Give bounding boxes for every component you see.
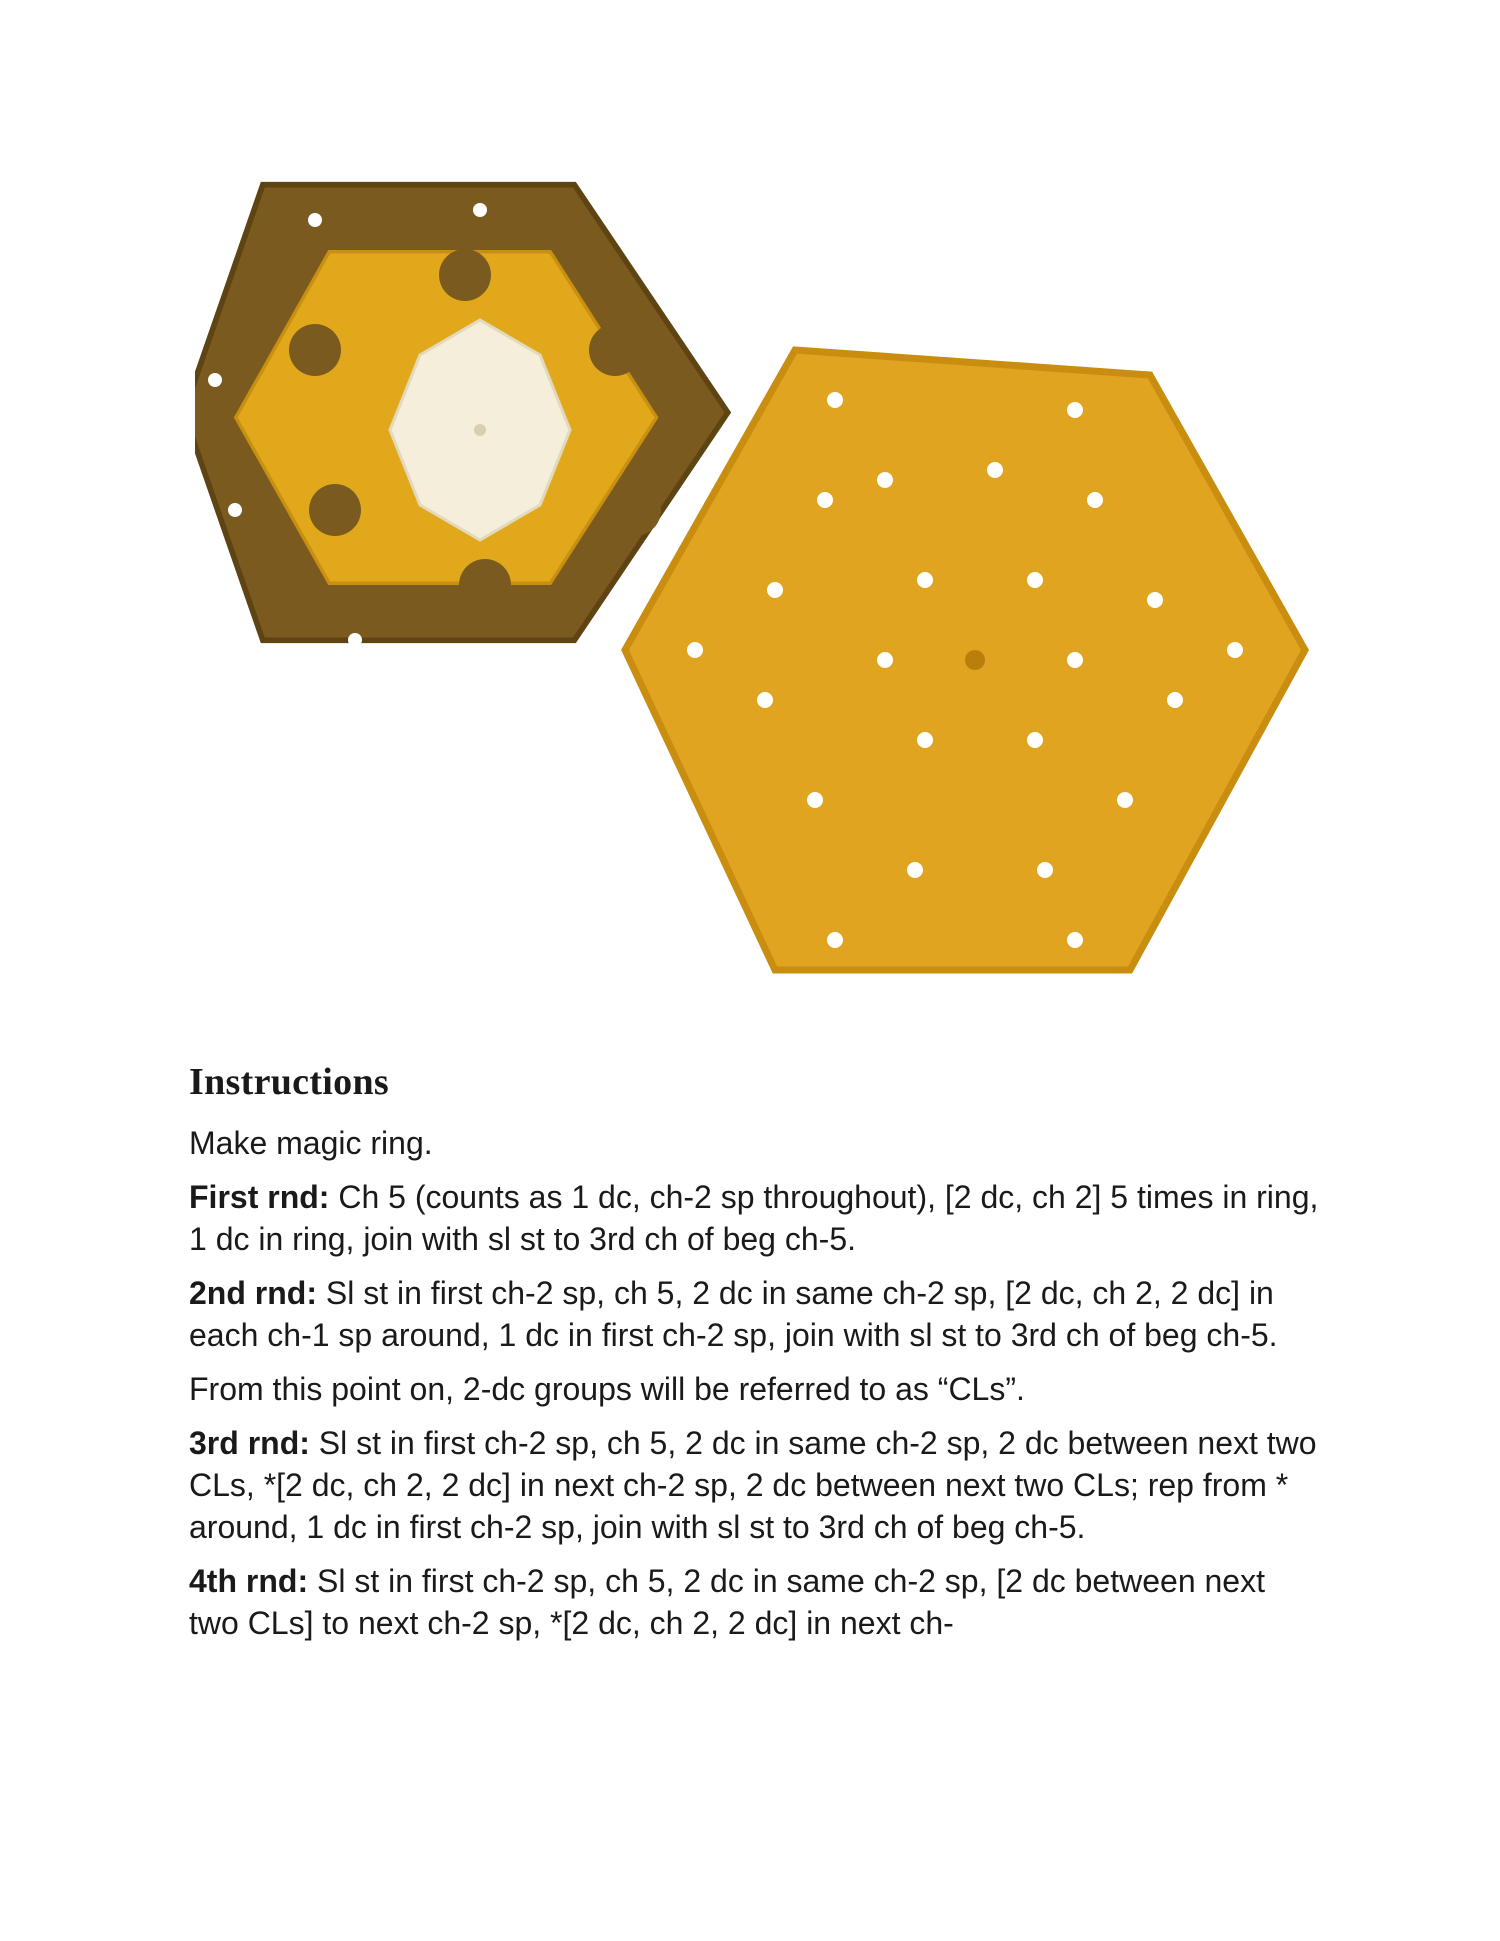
instruction-paragraph: [189, 1122, 1319, 1164]
instruction-paragraph: [189, 1422, 1319, 1548]
instruction-paragraph: [189, 1368, 1319, 1410]
mustard-center: [965, 650, 985, 670]
instruction-paragraph: [189, 1272, 1319, 1356]
instruction-text: Make magic ring.: [189, 1125, 433, 1161]
crochet-hexagons-photo: [195, 180, 1315, 1000]
instruction-text: Ch 5 (counts as 1 dc, ch-2 sp throughout), [2 dc, ch 2] 5 times in ring, 1 dc in ring, join with sl st to 3rd ch of beg ch-5.: [189, 1179, 1319, 1257]
instructions-heading: Instructions: [189, 1061, 389, 1103]
round-label: 4th rnd:: [189, 1563, 309, 1599]
instruction-text: Sl st in first ch-2 sp, ch 5, 2 dc in same ch-2 sp, [2 dc between next two CLs] to next ch-2 sp, *[2 dc, ch 2, 2 dc] in next ch-: [189, 1563, 1265, 1641]
round-label: 3rd rnd:: [189, 1425, 310, 1461]
hexagon-center-hole: [474, 424, 486, 436]
multicolor-hexagon: [195, 185, 728, 662]
round-label: First rnd:: [189, 1179, 330, 1215]
mustard-hexagon: [625, 350, 1305, 970]
instructions-section: [189, 1060, 1319, 1656]
instruction-text: Sl st in first ch-2 sp, ch 5, 2 dc in same ch-2 sp, [2 dc, ch 2, 2 dc] in each ch-1 sp around, 1 dc in first ch-2 sp, join with sl st to 3rd ch of beg ch-5.: [189, 1275, 1278, 1353]
instruction-text: From this point on, 2-dc groups will be referred to as “CLs”.: [189, 1371, 1025, 1407]
instruction-text: Sl st in first ch-2 sp, ch 5, 2 dc in same ch-2 sp, 2 dc between next two CLs, *[2 dc, ch 2, 2 dc] in next ch-2 sp, 2 dc between next two CLs; rep from * around, 1 dc in first ch-2 sp, join with sl st to 3rd ch of beg ch-5.: [189, 1425, 1317, 1545]
instruction-paragraph: [189, 1176, 1319, 1260]
instruction-paragraph: [189, 1560, 1319, 1644]
round-label: 2nd rnd:: [189, 1275, 317, 1311]
